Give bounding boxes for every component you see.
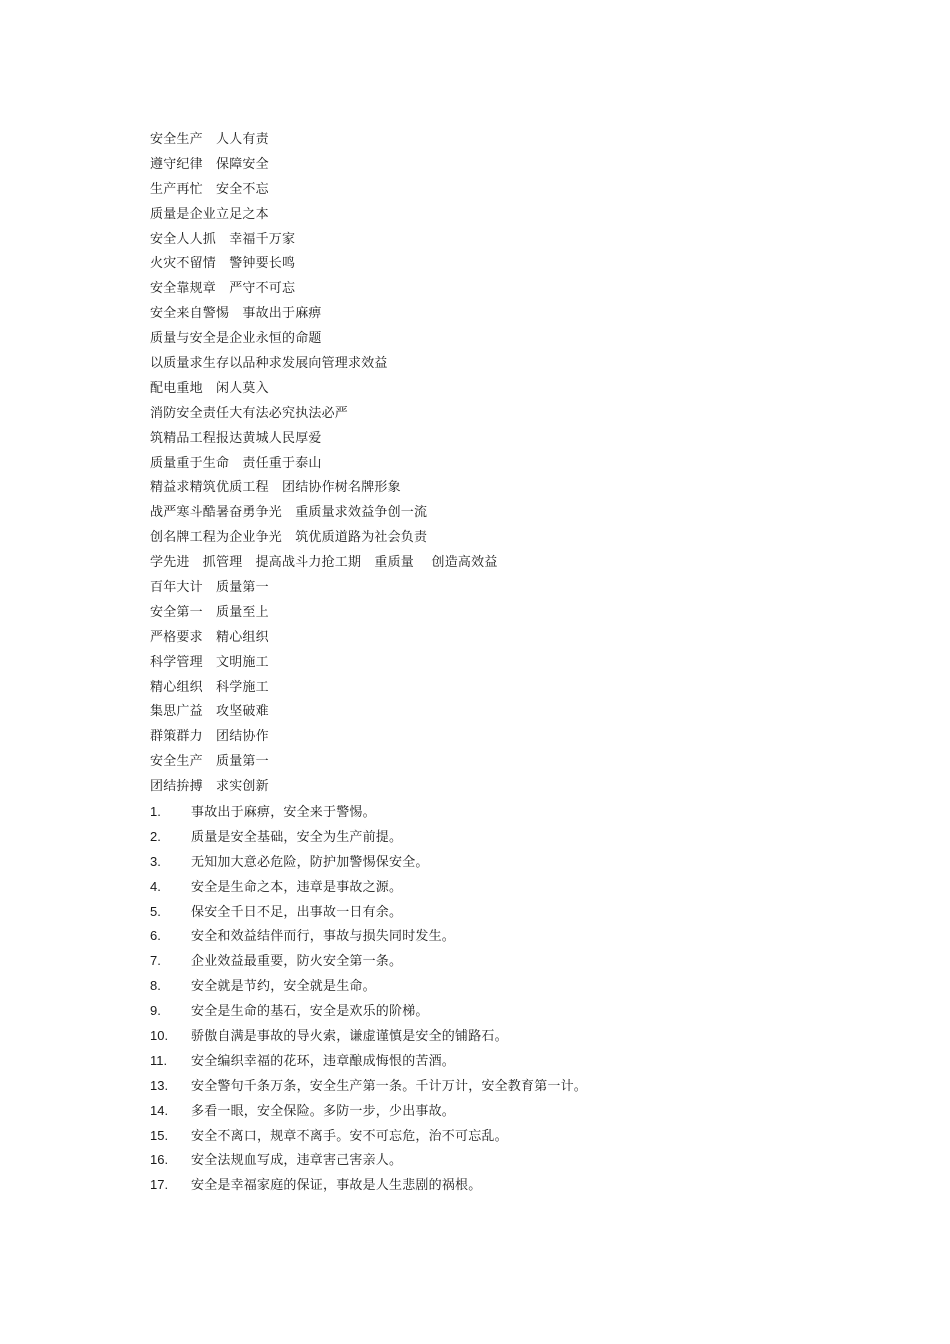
numbered-item — [150, 974, 587, 999]
slogan-line: 精心组织 科学施工 — [150, 679, 269, 695]
item-text: 安全是幸福家庭的保证，事故是人生悲剧的祸根。 — [191, 1178, 482, 1194]
item-number: 13. — [150, 1077, 169, 1093]
numbered-item — [150, 1074, 587, 1099]
numbered-item — [150, 900, 587, 925]
item-text: 安全不离口，规章不离手。安不可忘危，治不可忘乱。 — [191, 1128, 508, 1144]
item-text: 事故出于麻痹，安全来于警惕。 — [191, 805, 376, 820]
numbered-item — [150, 1049, 587, 1074]
slogan-line: 安全人人抓 幸福千万家 — [150, 231, 296, 247]
numbered-item — [150, 924, 587, 949]
item-number: 14. — [150, 1102, 169, 1118]
slogan-line: 消防安全责任大有法必究执法必严 — [150, 405, 349, 421]
slogan-line: 团结拚搏 求实创新 — [150, 779, 269, 795]
item-text: 安全警句千条万条，安全生产第一条。千计万计，安全教育第一计。 — [191, 1078, 588, 1094]
item-text: 安全编织幸福的花环，违章酿成悔恨的苦酒。 — [191, 1053, 456, 1069]
item-number: 10. — [150, 1028, 169, 1044]
slogan-line: 生产再忙 安全不忘 — [150, 181, 269, 197]
item-text: 多看一眼，安全保险。多防一步，少出事故。 — [191, 1103, 456, 1119]
numbered-item — [150, 825, 587, 850]
slogan-line: 严格要求 精心组织 — [150, 629, 269, 645]
numbered-item — [150, 1024, 587, 1049]
slogan-list — [150, 128, 498, 800]
slogan-line: 火灾不留情 警钟要长鸣 — [150, 256, 296, 272]
slogan-line: 精益求精筑优质工程 团结协作树名牌形象 — [150, 480, 401, 496]
item-number: 3. — [150, 853, 161, 869]
numbered-slogan-list — [150, 800, 587, 1198]
item-number: 2. — [150, 828, 161, 844]
item-number: 8. — [150, 978, 161, 994]
item-number: 17. — [150, 1177, 169, 1193]
item-text: 质量是安全基础，安全为生产前提。 — [191, 829, 403, 845]
slogan-line: 集思广益 攻坚破难 — [150, 704, 269, 720]
item-number: 7. — [150, 953, 161, 969]
slogan-line: 安全靠规章 严守不可忘 — [150, 281, 296, 297]
item-number: 16. — [150, 1152, 169, 1168]
numbered-item — [150, 1099, 587, 1124]
item-text: 骄傲自满是事故的导火索，谦虚谨慎是安全的铺路石。 — [191, 1029, 508, 1045]
slogan-line: 遵守纪律 保障安全 — [150, 156, 269, 172]
numbered-item — [150, 949, 587, 974]
item-text: 企业效益最重要，防火安全第一条。 — [191, 954, 403, 970]
numbered-item — [150, 850, 587, 875]
item-number: 9. — [150, 1003, 161, 1019]
slogan-line: 质量是企业立足之本 — [150, 206, 269, 222]
slogan-line: 以质量求生存以品种求发展向管理求效益 — [150, 356, 388, 372]
numbered-item — [150, 999, 587, 1024]
slogan-line: 群策群力 团结协作 — [150, 729, 269, 745]
slogan-line: 安全第一 质量至上 — [150, 604, 269, 620]
slogan-line: 学先进 抓管理 提高战斗力抢工期 重质量 创造高效益 — [150, 555, 498, 571]
numbered-item — [150, 875, 587, 900]
numbered-item — [150, 1148, 587, 1173]
slogan-line: 战严寒斗酷暑奋勇争光 重质量求效益争创一流 — [150, 505, 428, 521]
item-number: 1. — [150, 804, 161, 819]
item-text: 安全法规血写成，违章害己害亲人。 — [191, 1153, 403, 1169]
slogan-line: 安全来自警惕 事故出于麻痹 — [150, 306, 322, 322]
numbered-item — [150, 1124, 587, 1149]
item-number: 15. — [150, 1127, 169, 1143]
item-number: 11. — [150, 1052, 168, 1068]
item-text: 安全是生命之本，违章是事故之源。 — [191, 879, 403, 895]
item-number: 6. — [150, 928, 161, 944]
numbered-item — [150, 800, 587, 825]
slogan-line: 科学管理 文明施工 — [150, 654, 269, 670]
item-text: 无知加大意必危险，防护加警惕保安全。 — [191, 854, 429, 870]
item-text: 保安全千日不足，出事故一日有余。 — [191, 904, 403, 920]
slogan-line: 配电重地 闲人莫入 — [150, 380, 269, 396]
item-text: 安全就是节约，安全就是生命。 — [191, 979, 376, 995]
item-text: 安全是生命的基石，安全是欢乐的阶梯。 — [191, 1004, 429, 1020]
item-number: 4. — [150, 878, 161, 894]
numbered-item — [150, 1173, 587, 1198]
slogan-line: 创名牌工程为企业争光 筑优质道路为社会负责 — [150, 530, 428, 546]
slogan-line: 百年大计 质量第一 — [150, 580, 269, 596]
slogan-line: 筑精品工程报达黄城人民厚爱 — [150, 430, 322, 446]
slogan-line: 质量与安全是企业永恒的命题 — [150, 331, 322, 347]
slogan-line: 安全生产 人人有责 — [150, 132, 269, 147]
slogan-line: 安全生产 质量第一 — [150, 754, 269, 770]
item-text: 安全和效益结伴而行，事故与损失同时发生。 — [191, 929, 456, 945]
item-number: 5. — [150, 903, 161, 919]
slogan-line: 质量重于生命 责任重于泰山 — [150, 455, 322, 471]
